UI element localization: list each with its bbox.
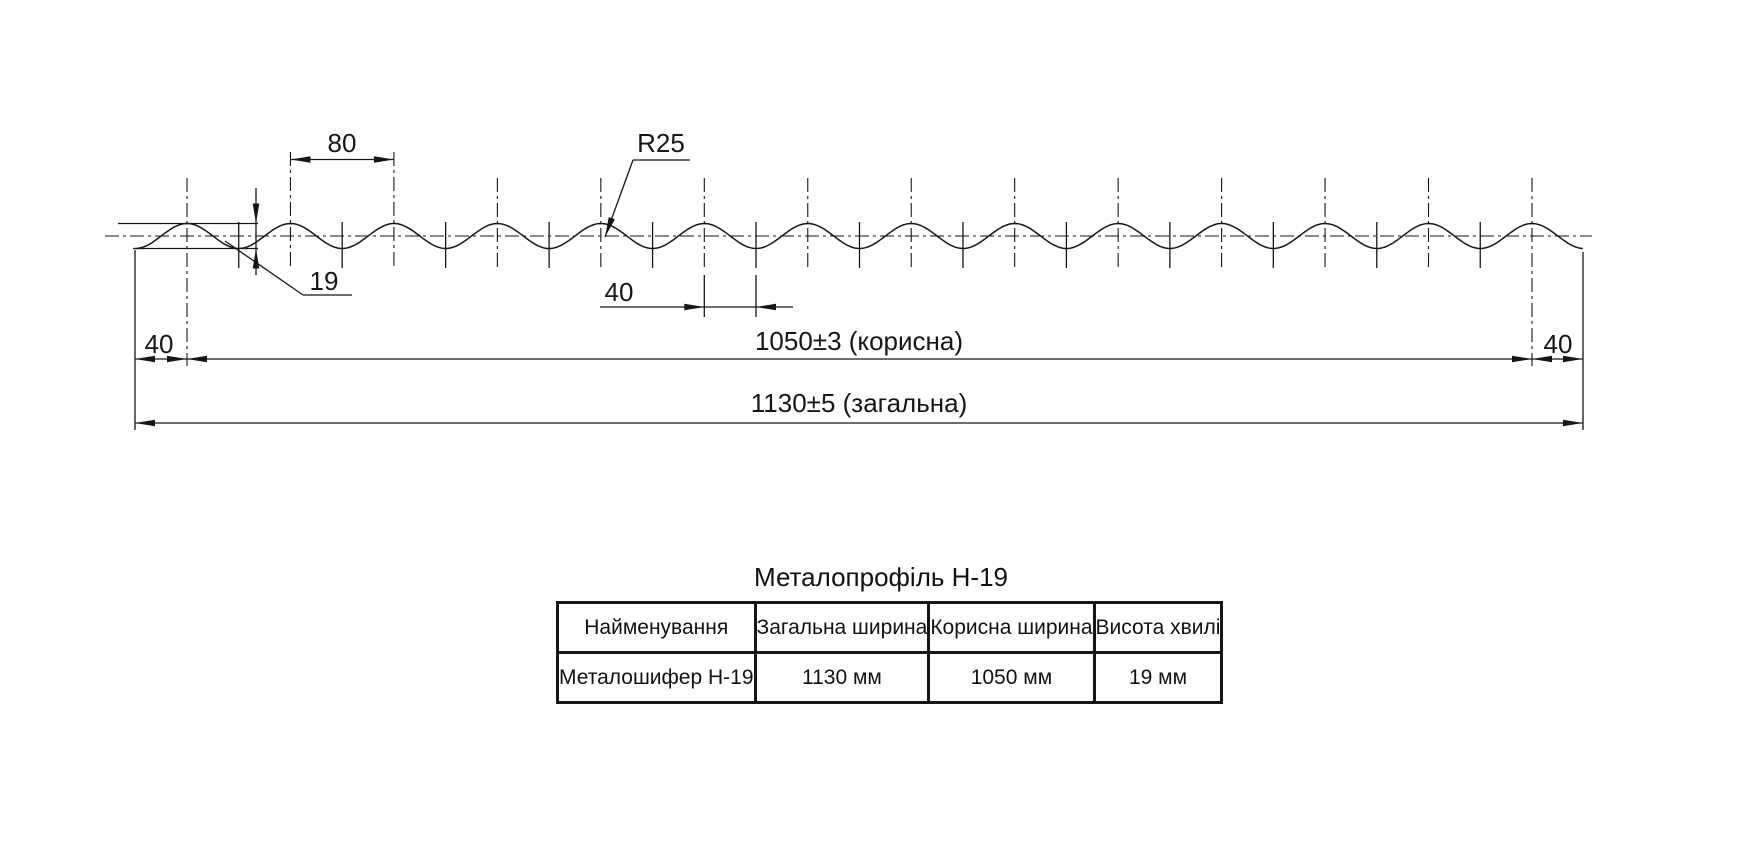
dim-label-useful-width: 1050±3 (корисна) <box>754 326 964 356</box>
header-total-width: Загальна ширина <box>755 603 929 653</box>
dim-total-arrow <box>1563 420 1583 427</box>
cell-wave-height: 19 мм <box>1094 653 1222 703</box>
cell-useful-width: 1050 мм <box>929 653 1094 703</box>
dim-label-wave-height: 19 <box>309 266 339 296</box>
dim-label-right-overhang: 40 <box>1543 329 1573 359</box>
dim-40-arrow <box>756 304 776 311</box>
dim-80-arrow <box>374 156 394 163</box>
spec-table <box>556 601 1223 704</box>
header-useful-width: Корисна ширина <box>929 603 1094 653</box>
header-name: Найменування <box>558 603 756 653</box>
dim-label-total-width: 1130±5 (загальна) <box>750 388 968 418</box>
spec-table-data-row <box>558 653 1222 703</box>
table-title: Металопрофіль Н-19 <box>754 562 1009 592</box>
dim-19-arrow <box>253 249 260 269</box>
radius-label: R25 <box>637 128 685 158</box>
dim-label-left-overhang: 40 <box>144 329 174 359</box>
dim-useful-arrow <box>187 356 207 363</box>
dim-total-arrow <box>135 420 155 427</box>
dim-label-pitch: 80 <box>327 128 357 158</box>
cell-name: Металошифер Н-19 <box>558 653 756 703</box>
dim-80-arrow <box>290 156 310 163</box>
dim-useful-arrow <box>1512 356 1532 363</box>
header-wave-height: Висота хвилі <box>1094 603 1222 653</box>
cell-total-width: 1130 мм <box>755 653 929 703</box>
dim-40-arrow <box>684 304 704 311</box>
dim-19-leader <box>225 241 303 295</box>
spec-table-header-row <box>558 603 1222 653</box>
dim-label-half-pitch: 40 <box>604 277 634 307</box>
dim-19-arrow <box>253 204 260 224</box>
